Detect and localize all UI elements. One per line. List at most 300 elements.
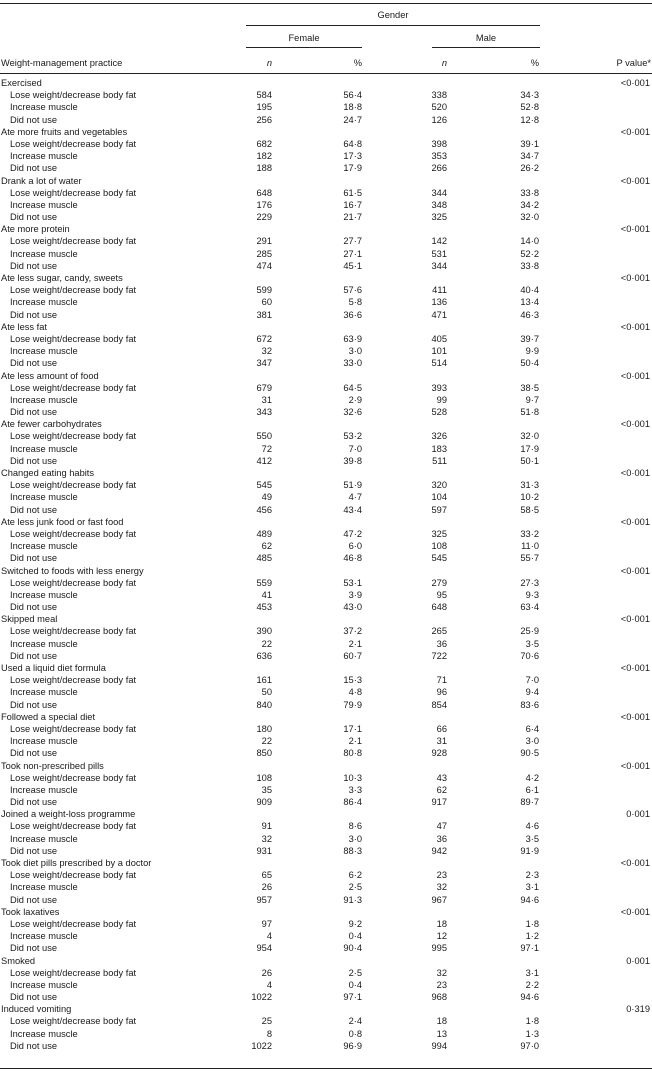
male-n: 514 — [431, 358, 447, 369]
pvalue-header: P value* — [616, 58, 651, 68]
female-pct: 51·9 — [343, 480, 362, 491]
male-n: 43 — [436, 772, 447, 783]
male-pct: 34·7 — [520, 151, 539, 162]
female-pct: 64·8 — [343, 138, 362, 149]
p-value: <0·001 — [620, 614, 650, 625]
female-n: 584 — [256, 90, 272, 101]
table-row — [0, 686, 652, 698]
male-pct: 17·9 — [520, 443, 539, 454]
practice-row — [0, 516, 652, 528]
purpose-label: Did not use — [10, 114, 58, 125]
purpose-label: Did not use — [10, 455, 58, 466]
female-n: 931 — [256, 845, 272, 856]
male-n: 31 — [436, 736, 447, 747]
practice-label: Exercised — [1, 78, 42, 88]
practice-row — [0, 272, 652, 284]
male-n: 126 — [431, 114, 447, 125]
practice-label: Ate less amount of food — [1, 370, 99, 381]
female-pct: 27·1 — [343, 248, 362, 259]
female-pct: 33·0 — [343, 358, 362, 369]
male-pct: 31·3 — [520, 480, 539, 491]
practice-label: Ate more protein — [1, 224, 70, 235]
male-n: 338 — [431, 90, 447, 101]
female-pct: 97·1 — [343, 992, 362, 1003]
female-n: 97 — [261, 918, 272, 929]
p-value: <0·001 — [620, 370, 650, 381]
p-value: <0·001 — [620, 224, 650, 235]
female-n: 4 — [266, 931, 272, 942]
table-row — [0, 187, 652, 199]
female-pct: 80·8 — [343, 748, 362, 759]
female-pct: 45·1 — [343, 260, 362, 271]
female-n: 4 — [266, 979, 272, 990]
table-row — [0, 309, 652, 321]
purpose-label: Did not use — [10, 650, 58, 661]
female-n: 188 — [256, 163, 272, 174]
purpose-label: Increase muscle — [10, 102, 78, 113]
p-value: 0·001 — [626, 955, 650, 966]
female-n: 285 — [256, 248, 272, 259]
purpose-label: Lose weight/decrease body fat — [10, 528, 137, 539]
purpose-label: Lose weight/decrease body fat — [10, 626, 137, 637]
p-value: <0·001 — [620, 760, 650, 771]
table-row — [0, 967, 652, 979]
practice-row — [0, 955, 652, 967]
female-n: 65 — [261, 870, 272, 881]
purpose-label: Increase muscle — [10, 882, 78, 893]
male-n: 62 — [436, 784, 447, 795]
male-n: 142 — [431, 236, 447, 247]
female-n: 291 — [256, 236, 272, 247]
purpose-label: Increase muscle — [10, 443, 78, 454]
purpose-label: Lose weight/decrease body fat — [10, 675, 137, 686]
table-row — [0, 1015, 652, 1027]
practice-row — [0, 126, 652, 138]
table-row — [0, 735, 652, 747]
female-pct: 18·8 — [343, 102, 362, 113]
female-pct: 24·7 — [343, 114, 362, 125]
female-pct: 90·4 — [343, 943, 362, 954]
purpose-label: Increase muscle — [10, 589, 78, 600]
practice-label: Induced vomiting — [1, 1004, 72, 1015]
male-n: 511 — [432, 455, 447, 466]
purpose-label: Did not use — [10, 1040, 58, 1051]
table-row — [0, 333, 652, 345]
p-value: <0·001 — [620, 906, 650, 917]
female-n: 256 — [256, 114, 272, 125]
p-value: <0·001 — [620, 321, 650, 332]
female-pct: 3·9 — [348, 589, 362, 600]
header-rule — [0, 73, 652, 74]
table-row — [0, 552, 652, 564]
male-header: Male — [475, 33, 497, 43]
male-n: 18 — [436, 918, 447, 929]
female-pct: 3·3 — [348, 784, 362, 795]
practice-row — [0, 223, 652, 235]
male-pct: 10·2 — [520, 492, 539, 503]
female-pct: 5·8 — [348, 297, 362, 308]
table-row — [0, 443, 652, 455]
male-n: 545 — [431, 553, 447, 564]
table-row — [0, 150, 652, 162]
female-pct: 43·4 — [343, 504, 362, 515]
male-n: 348 — [431, 199, 447, 210]
purpose-label: Did not use — [10, 797, 58, 808]
female-n: 26 — [261, 967, 272, 978]
male-pct: 4·2 — [525, 772, 539, 783]
p-value: <0·001 — [620, 78, 650, 88]
table-row — [0, 638, 652, 650]
male-pct: 12·8 — [520, 114, 539, 125]
table-row — [0, 833, 652, 845]
table-row — [0, 869, 652, 881]
male-pct: 94·6 — [520, 894, 539, 905]
table-row — [0, 979, 652, 991]
male-n: 32 — [436, 967, 447, 978]
male-n: 326 — [431, 431, 447, 442]
male-pct: 26·2 — [520, 163, 539, 174]
female-pct-header: % — [353, 58, 362, 68]
purpose-label: Increase muscle — [10, 687, 78, 698]
female-pct: 15·3 — [343, 675, 362, 686]
purpose-label: Increase muscle — [10, 199, 78, 210]
female-n: 909 — [256, 797, 272, 808]
purpose-label: Increase muscle — [10, 638, 78, 649]
p-value: <0·001 — [620, 273, 650, 283]
female-n: 347 — [256, 358, 272, 369]
female-header: Female — [288, 33, 320, 43]
female-pct: 27·7 — [343, 236, 362, 247]
female-pct: 37·2 — [343, 626, 362, 637]
male-pct: 34·3 — [520, 90, 539, 101]
male-pct: 50·4 — [520, 358, 539, 369]
practice-row — [0, 711, 652, 723]
male-pct: 33·8 — [520, 187, 539, 198]
female-n: 72 — [261, 443, 272, 454]
female-n: 672 — [256, 333, 272, 344]
male-pct: 90·5 — [520, 748, 539, 759]
top-rule — [0, 3, 652, 4]
female-n: 840 — [256, 699, 272, 710]
p-value: <0·001 — [620, 419, 650, 430]
practice-label: Switched to foods with less energy — [1, 565, 144, 576]
male-pct: 33·8 — [520, 260, 539, 271]
female-pct: 2·9 — [348, 394, 362, 405]
purpose-label: Did not use — [10, 748, 58, 759]
male-pct: 32·0 — [520, 431, 539, 442]
table-row — [0, 820, 652, 832]
male-pct: 52·8 — [520, 102, 539, 113]
male-n: 71 — [436, 675, 447, 686]
female-pct: 91·3 — [343, 894, 362, 905]
purpose-label: Increase muscle — [10, 736, 78, 747]
purpose-label: Lose weight/decrease body fat — [10, 90, 137, 101]
practice-row — [0, 418, 652, 430]
table-row — [0, 394, 652, 406]
female-n: 108 — [256, 772, 272, 783]
table-row — [0, 772, 652, 784]
table-row — [0, 625, 652, 637]
male-n: 36 — [436, 833, 447, 844]
female-n: 32 — [261, 833, 272, 844]
female-pct: 56·4 — [343, 90, 362, 101]
purpose-label: Increase muscle — [10, 1028, 78, 1039]
practice-label: Ate less junk food or fast food — [1, 516, 124, 527]
male-pct: 39·7 — [520, 333, 539, 344]
male-pct: 1·8 — [525, 1016, 539, 1027]
male-n: 917 — [431, 797, 447, 808]
practice-label: Ate more fruits and vegetables — [1, 126, 128, 137]
male-n: 23 — [436, 979, 447, 990]
purpose-label: Lose weight/decrease body fat — [10, 382, 137, 393]
purpose-label: Lose weight/decrease body fat — [10, 333, 137, 344]
male-pct: 6·4 — [525, 723, 539, 734]
purpose-label: Did not use — [10, 309, 58, 320]
male-n: 411 — [432, 285, 447, 296]
male-n: 942 — [431, 845, 447, 856]
male-n: 104 — [431, 492, 447, 503]
purpose-label: Did not use — [10, 163, 58, 174]
male-n: 520 — [431, 102, 447, 113]
table-row — [0, 674, 652, 686]
male-pct: 9·4 — [525, 687, 539, 698]
male-pct: 3·0 — [525, 736, 539, 747]
female-pct: 39·8 — [343, 455, 362, 466]
female-n: 176 — [256, 199, 272, 210]
practice-row — [0, 321, 652, 333]
male-pct: 50·1 — [520, 455, 539, 466]
male-n: 99 — [436, 394, 447, 405]
male-n: 96 — [436, 687, 447, 698]
female-n: 31 — [261, 394, 272, 405]
male-pct: 40·4 — [520, 285, 539, 296]
female-n: 412 — [256, 455, 272, 466]
female-n: 161 — [256, 675, 272, 686]
p-value: <0·001 — [620, 516, 650, 527]
female-n: 474 — [256, 260, 272, 271]
table-row — [0, 284, 652, 296]
table-row — [0, 199, 652, 211]
female-n: 182 — [256, 151, 272, 162]
table-row — [0, 784, 652, 796]
table-row — [0, 162, 652, 174]
purpose-label: Did not use — [10, 260, 58, 271]
male-n-header: n — [441, 58, 447, 68]
male-n: 393 — [431, 382, 447, 393]
male-pct: 89·7 — [520, 797, 539, 808]
female-n: 957 — [256, 894, 272, 905]
male-n: 995 — [431, 943, 447, 954]
male-n: 353 — [431, 151, 447, 162]
purpose-label: Lose weight/decrease body fat — [10, 1016, 137, 1027]
male-rule — [432, 47, 540, 48]
female-pct: 0·4 — [348, 931, 362, 942]
p-value: <0·001 — [620, 175, 650, 186]
female-n: 489 — [256, 528, 272, 539]
purpose-label: Lose weight/decrease body fat — [10, 138, 137, 149]
female-pct: 7·0 — [348, 443, 362, 454]
male-pct: 58·5 — [520, 504, 539, 515]
practice-row — [0, 857, 652, 869]
table-row — [0, 796, 652, 808]
purpose-label: Lose weight/decrease body fat — [10, 967, 137, 978]
female-n: 550 — [256, 431, 272, 442]
male-pct: 14·0 — [520, 236, 539, 247]
male-n: 854 — [431, 699, 447, 710]
table-row — [0, 723, 652, 735]
female-n: 195 — [256, 102, 272, 113]
practice-row — [0, 175, 652, 187]
purpose-label: Did not use — [10, 992, 58, 1003]
male-pct: 3·1 — [525, 882, 539, 893]
male-n: 266 — [431, 163, 447, 174]
table-row — [0, 357, 652, 369]
table-row — [0, 296, 652, 308]
female-rule — [246, 47, 362, 48]
purpose-label: Increase muscle — [10, 541, 78, 552]
female-pct: 88·3 — [343, 845, 362, 856]
practice-label: Took non-prescribed pills — [1, 760, 104, 771]
female-n: 679 — [256, 382, 272, 393]
purpose-label: Did not use — [10, 699, 58, 710]
purpose-label: Lose weight/decrease body fat — [10, 236, 137, 247]
female-n: 1022 — [251, 1040, 272, 1051]
practice-label: Drank a lot of water — [1, 175, 82, 186]
purpose-label: Did not use — [10, 553, 58, 564]
male-pct: 1·2 — [525, 931, 539, 942]
p-value: <0·001 — [620, 858, 650, 868]
practice-label: Followed a special diet — [1, 711, 96, 722]
female-pct: 8·6 — [348, 821, 362, 832]
female-n: 26 — [261, 882, 272, 893]
male-n: 32 — [436, 882, 447, 893]
female-n: 390 — [256, 626, 272, 637]
female-pct: 46·8 — [343, 553, 362, 564]
female-n: 22 — [261, 736, 272, 747]
practice-row — [0, 565, 652, 577]
female-pct: 96·9 — [343, 1040, 362, 1051]
p-value: 0·319 — [626, 1004, 650, 1015]
purpose-label: Lose weight/decrease body fat — [10, 577, 137, 588]
male-pct: 83·6 — [520, 699, 539, 710]
female-n: 456 — [256, 504, 272, 515]
practice-row — [0, 808, 652, 820]
female-n: 49 — [261, 492, 272, 503]
male-pct: 97·0 — [520, 1040, 539, 1051]
female-pct: 43·0 — [343, 602, 362, 613]
female-pct: 61·5 — [343, 187, 362, 198]
table-row — [0, 942, 652, 954]
female-pct: 79·9 — [343, 699, 362, 710]
table-row — [0, 455, 652, 467]
purpose-label: Did not use — [10, 358, 58, 369]
female-pct: 0·8 — [348, 1028, 362, 1039]
female-n: 485 — [256, 553, 272, 564]
purpose-label: Increase muscle — [10, 346, 78, 357]
female-pct: 86·4 — [343, 797, 362, 808]
female-pct: 32·6 — [343, 407, 362, 418]
p-value: 0·001 — [626, 809, 650, 820]
male-pct: 63·4 — [520, 602, 539, 613]
table-row — [0, 699, 652, 711]
table-row — [0, 845, 652, 857]
practice-row — [0, 760, 652, 772]
male-n: 597 — [431, 504, 447, 515]
table-row — [0, 248, 652, 260]
female-n: 22 — [261, 638, 272, 649]
practice-row — [0, 613, 652, 625]
table-row — [0, 479, 652, 491]
male-n: 279 — [431, 577, 447, 588]
bottom-rule — [0, 1068, 652, 1069]
female-pct: 17·3 — [343, 151, 362, 162]
purpose-label: Lose weight/decrease body fat — [10, 870, 137, 881]
gender-header: Gender — [377, 10, 409, 20]
male-n: 47 — [436, 821, 447, 832]
male-n: 968 — [431, 992, 447, 1003]
male-pct: 34·2 — [520, 199, 539, 210]
male-pct: 7·0 — [525, 675, 539, 686]
table-body — [0, 77, 652, 1052]
purpose-label: Did not use — [10, 504, 58, 515]
table-row — [0, 747, 652, 759]
purpose-label: Did not use — [10, 943, 58, 954]
practice-row — [0, 467, 652, 479]
female-pct: 53·1 — [343, 577, 362, 588]
practice-row — [0, 77, 652, 89]
female-pct: 6·0 — [348, 541, 362, 552]
male-pct: 52·2 — [520, 248, 539, 259]
purpose-label: Lose weight/decrease body fat — [10, 480, 137, 491]
practice-label: Used a liquid diet formula — [1, 663, 106, 673]
female-pct: 10·3 — [343, 772, 362, 783]
table-row — [0, 406, 652, 418]
purpose-label: Lose weight/decrease body fat — [10, 723, 137, 734]
male-n: 320 — [431, 480, 447, 491]
practice-row — [0, 906, 652, 918]
male-pct: 9·7 — [525, 394, 539, 405]
table-row — [0, 138, 652, 150]
female-pct: 3·0 — [348, 346, 362, 357]
practice-label: Skipped meal — [1, 614, 58, 625]
male-n: 405 — [431, 333, 447, 344]
male-n: 183 — [431, 443, 447, 454]
male-n: 344 — [431, 260, 447, 271]
female-n: 25 — [261, 1016, 272, 1027]
male-n: 101 — [431, 346, 447, 357]
purpose-label: Did not use — [10, 894, 58, 905]
female-pct: 17·9 — [343, 163, 362, 174]
female-n: 682 — [256, 138, 272, 149]
female-n: 648 — [256, 187, 272, 198]
female-pct: 53·2 — [343, 431, 362, 442]
male-pct: 1·8 — [525, 918, 539, 929]
purpose-label: Lose weight/decrease body fat — [10, 431, 137, 442]
practice-header: Weight-management practice — [1, 58, 123, 68]
female-n: 41 — [261, 589, 272, 600]
practice-row — [0, 1003, 652, 1015]
table-row — [0, 589, 652, 601]
female-n: 60 — [261, 297, 272, 308]
female-n: 8 — [266, 1028, 272, 1039]
male-pct: 55·7 — [520, 553, 539, 564]
female-pct: 36·6 — [343, 309, 362, 320]
table-row — [0, 881, 652, 893]
male-n: 722 — [431, 650, 447, 661]
male-pct: 3·1 — [525, 967, 539, 978]
table-row — [0, 491, 652, 503]
p-value: <0·001 — [620, 565, 650, 576]
